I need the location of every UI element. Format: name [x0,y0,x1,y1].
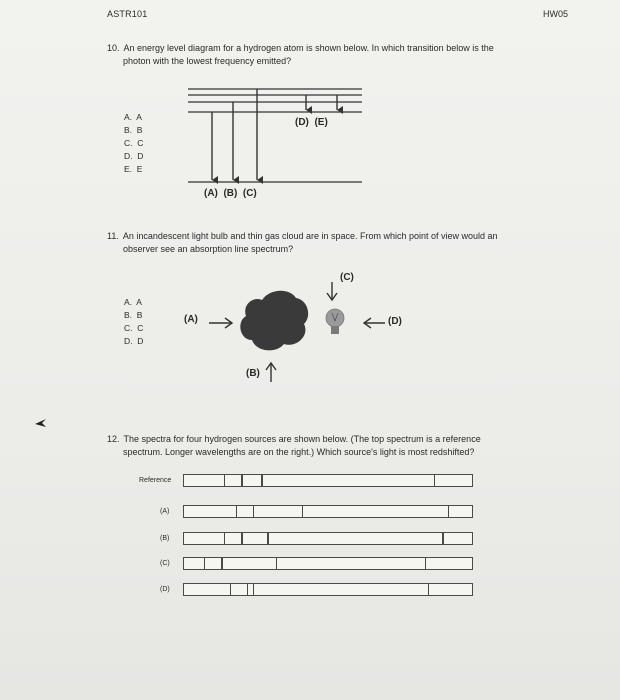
arrow-up-icon [266,363,276,382]
question-12 [107,433,577,459]
spectral-line [448,506,449,517]
mouse-cursor-icon [35,419,46,427]
q10-choice-e[interactable]: E. E [124,164,143,174]
spectrum-box [183,474,473,487]
q10-choice-a[interactable]: A. A [124,112,142,122]
course-code: ASTR101 [107,9,148,19]
transition-labels-down: (A) (B) (C) [204,188,257,199]
spectral-line [224,475,225,486]
q10-choice-c[interactable]: C. C [124,138,144,148]
question-12-text-2: spectrum. Longer wavelengths are on the right.) Which source's light is most redshifted? [123,447,475,457]
viewpoint-label-d: (D) [388,316,402,327]
light-bulb-icon [326,309,344,334]
transition-labels-up: (D) (E) [295,117,328,128]
arrow-down-icon [327,282,337,300]
q11-choice-c[interactable]: C. C [124,323,144,333]
spectral-line [241,533,242,544]
spectrum-label: (A) [160,508,170,515]
q10-choice-d[interactable]: D. D [124,151,144,161]
spectral-line [241,475,242,486]
spectral-line [253,506,254,517]
spectrum-label: (C) [160,560,170,567]
question-10-text-2: photon with the lowest frequency emitted? [123,56,292,66]
spectral-line [236,506,237,517]
spectral-line [204,558,205,569]
spectrum-box [183,557,473,570]
question-12-number: 12. [107,434,120,444]
arrow-right-icon [209,318,232,328]
spectral-line [221,558,222,569]
q10-choice-b[interactable]: B. B [124,125,143,135]
arrow-left-icon [364,318,385,328]
spectral-line [224,533,225,544]
assignment-code: HW05 [543,9,569,19]
spectral-line [428,584,429,595]
question-12-text-1: The spectra for four hydrogen sources are shown below. (The top spectrum is a reference [123,434,481,444]
spectrum-box [183,583,473,596]
viewpoint-label-b: (B) [246,368,260,379]
spectral-line [247,584,248,595]
spectrum-box [183,505,473,518]
spectrum-label: Reference [139,477,172,484]
spectral-line [253,584,254,595]
question-10-number: 10. [107,43,120,53]
spectral-line [302,506,303,517]
spectral-line [442,533,443,544]
spectral-line [276,558,277,569]
spectrum-box [183,532,473,545]
q11-choice-b[interactable]: B. B [124,310,143,320]
question-11-text-1: An incandescent light bulb and thin gas cloud are in space. From which point of view would an [122,231,498,241]
spectral-line [230,584,231,595]
question-11-text-2: observer see an absorption line spectrum? [123,244,294,254]
spectral-line [434,475,435,486]
question-11-number: 11. [107,231,119,241]
gas-cloud-icon [240,291,308,351]
question-10-text-1: An energy level diagram for a hydrogen atom is shown below. In which transition below is the [123,43,494,53]
viewpoint-label-c: (C) [340,272,354,283]
spectrum-label: (D) [160,586,170,593]
q11-choice-d[interactable]: D. D [124,336,144,346]
q11-choice-a[interactable]: A. A [124,297,142,307]
spectrum-label: (B) [160,535,170,542]
viewpoint-label-a: (A) [184,314,198,325]
spectral-line [261,475,262,486]
spectral-line [425,558,426,569]
spectral-line [267,533,268,544]
